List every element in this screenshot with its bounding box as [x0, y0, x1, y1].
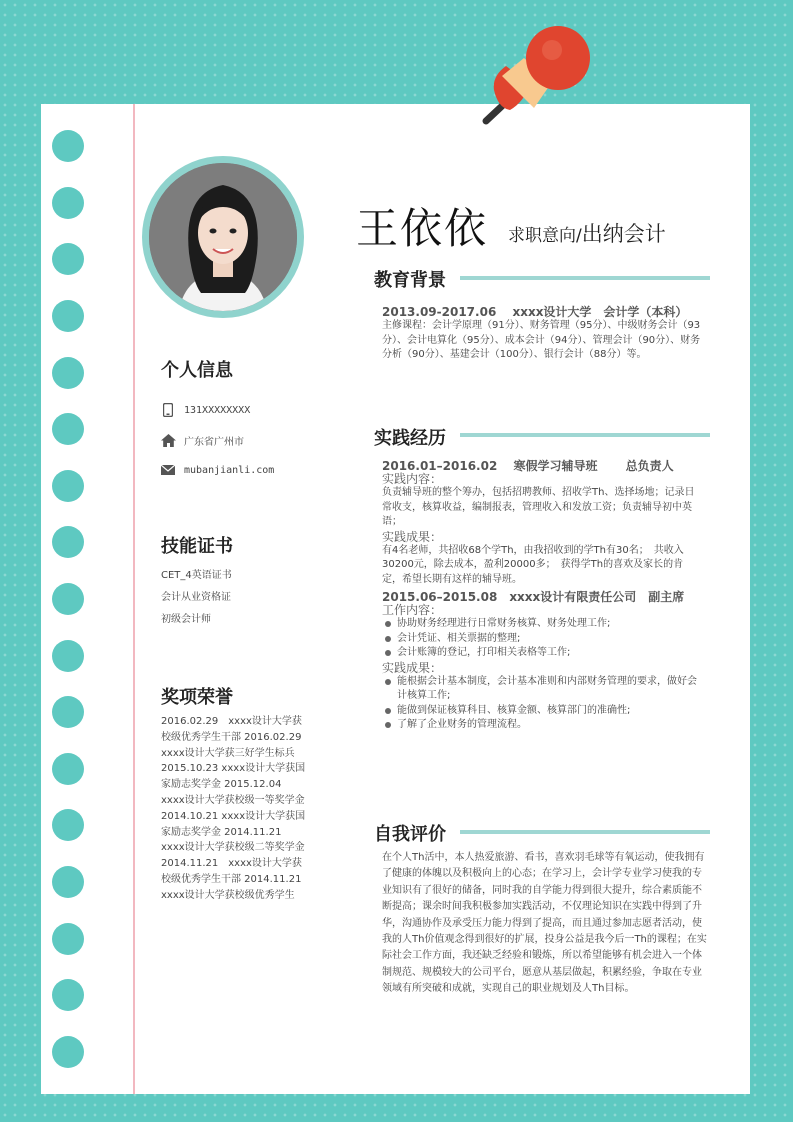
list-item: 会计凭证、相关票据的整理;	[382, 632, 702, 647]
section-bar	[460, 830, 710, 834]
phone-icon	[160, 403, 176, 417]
education-headline: 2013.09-2017.06 xxxx设计大学 会计学（本科）	[382, 305, 688, 319]
personal-info-heading: 个人信息	[161, 360, 233, 381]
binder-hole	[52, 243, 84, 275]
contact-phone	[160, 403, 250, 417]
section-bar	[460, 276, 710, 280]
home-icon	[160, 434, 176, 448]
address: 广东省广州市	[184, 437, 244, 448]
binder-hole	[52, 187, 84, 219]
job2-content-label: 工作内容：	[382, 603, 443, 617]
job1-headline: 2016.01–2016.02 寒假学习辅导班 总负责人	[382, 459, 674, 473]
job2-result-list	[382, 675, 702, 733]
binder-hole	[52, 640, 84, 672]
job2-result-label: 实践成果：	[382, 660, 443, 675]
binder-hole	[52, 300, 84, 332]
section-bar	[460, 433, 710, 437]
avatar	[149, 163, 297, 311]
self-eval-text: 在个人Th活中，本人热爱旅游、看书，喜欢羽毛球等有氧运动，使我拥有了健康的体魄以及积极向上的心态；在学习上，会计学专业学习使我的专业知识有了很好的储备，同时我的自学能力得到很大提升，综合素质能不断提高；课余时间我积极参加实践活动，不仅理论知识在实践中得到了升华，沟通协作及承受压力能力得到了提高，而且通过参加志愿者活动，使我的人Th价值观念得到很好的扩展，投身公益是我今后一Th的课程；在实际社会工作方面，我还缺乏经验和锻炼，所以希望能够有机会进入一个体制规范、规模较大的公司平台，愿意从基层做起，积累经验，争取在专业领域有所突破和成就，实现自己的职业规划及人Th目标。	[382, 852, 707, 995]
list-item: 了解了企业财务的管理流程。	[382, 718, 702, 733]
binder-hole	[52, 583, 84, 615]
job1-content: 负责辅导班的整个筹办，包括招聘教师、招收学Th、选择场地；记录日常收支，核算收益，编制报表，管理收入和发放工资；负责辅导初中英语；	[382, 487, 695, 527]
skills-heading: 技能证书	[161, 536, 233, 557]
practice-heading: 实践经历	[374, 428, 446, 449]
job2-content-list	[382, 617, 702, 661]
phone-number: 131XXXXXXXX	[184, 404, 251, 416]
pushpin-icon	[472, 18, 592, 133]
job-intent	[508, 218, 666, 248]
job2-headline: 2015.06–2015.08 xxxx设计有限责任公司 副主席	[382, 590, 685, 604]
binder-hole	[52, 413, 84, 445]
list-item: 协助财务经理进行日常财务核算、财务处理工作;	[382, 617, 702, 632]
education-courses: 主修课程：会计学原理（91分）、财务管理（95分）、中级财务会计（93分）、会计电算化（95分）、成本会计（94分）、管理会计（90分）、财务分析（90分）、基建会计（100分）、银行会计（88分）等。	[382, 320, 701, 360]
awards-heading: 奖项荣誉	[161, 687, 233, 708]
binder-hole	[52, 357, 84, 389]
binder-hole	[52, 809, 84, 841]
mail-icon	[160, 463, 176, 477]
awards-text: 2016.02.29 xxxx设计大学获校级优秀学生干部 2016.02.29 xxxx设计大学获三好学生标兵 2015.10.23 xxxx设计大学获国家励志奖学金 2015.12.04 xxxx设计大学获校级一等奖学金 2014.10.21 xxxx设计大学获国家励志奖学金 2014.11.21 xxxx设计大学获校级二等奖学金 2014.11.21 xxxx设计大学获校级优秀学生干部 2014.11.21 xxxx设计大学获校级优秀学生	[161, 716, 312, 901]
binder-hole	[52, 753, 84, 785]
job1-details	[382, 472, 702, 587]
binder-hole	[52, 696, 84, 728]
email: mubanjianli.com	[184, 464, 275, 476]
contact-email	[160, 463, 274, 477]
skill-item: CET_4英语证书	[161, 570, 232, 581]
candidate-name: 王依依	[356, 204, 489, 253]
job-intent-value: 出纳会计	[581, 222, 666, 246]
binder-hole	[52, 1036, 84, 1068]
binder-hole	[52, 130, 84, 162]
list-item: 能做到保证核算科目、核算金额、核算部门的准确性;	[382, 704, 702, 719]
binder-hole	[52, 979, 84, 1011]
job-intent-label: 求职意向/	[508, 226, 582, 246]
binder-hole	[52, 866, 84, 898]
contact-address	[160, 433, 244, 448]
binder-hole	[52, 470, 84, 502]
education-heading: 教育背景	[374, 270, 446, 291]
skill-item: 会计从业资格证	[161, 592, 231, 603]
self-eval-heading: 自我评价	[374, 824, 446, 845]
job1-result: 有4名老师，共招收68个学Th，由我招收到的学Th有30名； 共收入30200元，除去成本，盈利20000多； 获得学Th的喜欢及家长的肯定，希望长期有这样的辅导班。	[382, 544, 684, 585]
binder-hole	[52, 923, 84, 955]
margin-line	[133, 104, 135, 1094]
skill-item: 初级会计师	[161, 614, 211, 625]
list-item: 能根据会计基本制度，会计基本准则和内部财务管理的要求，做好会计核算工作;	[382, 675, 702, 704]
binder-hole	[52, 526, 84, 558]
job1-result-label: 实践成果：	[382, 529, 443, 544]
job1-content-label: 实践内容：	[382, 472, 443, 486]
list-item: 会计账簿的登记，打印相关表格等工作;	[382, 646, 702, 661]
job2-details	[382, 603, 702, 733]
